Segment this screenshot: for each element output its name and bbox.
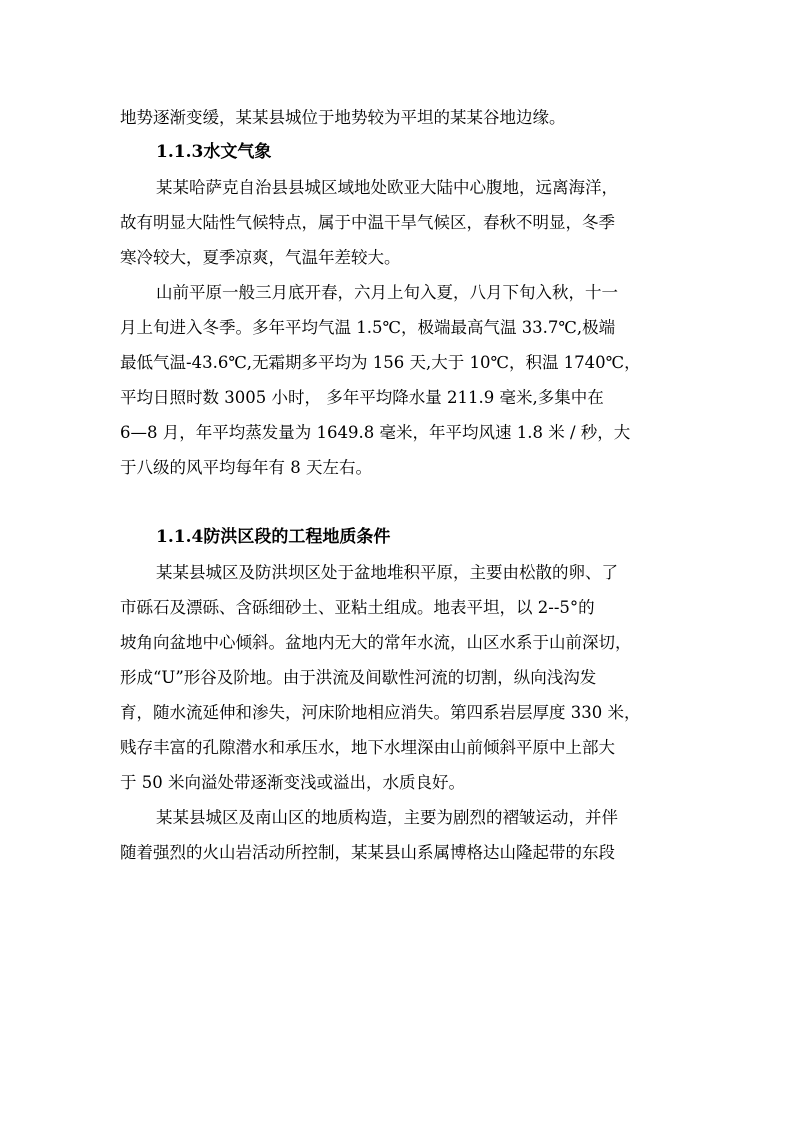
paragraph-line: 最低气温-43.6℃,无霜期多平均为 156 天,大于 10℃，积温 1740℃， — [120, 353, 641, 372]
paragraph-geology-basin — [120, 555, 680, 800]
paragraph-line: 随着强烈的火山岩活动所控制，某某县山系属博格达山隆起带的东段 — [120, 843, 615, 862]
blank-line — [120, 485, 680, 520]
paragraph-line: 平均日照时数 3005 小时， 多年平均降水量 211.9 毫米,多集中在 — [120, 388, 604, 407]
paragraph-line: 贱存丰富的孔隙潜水和承压水，地下水埋深由山前倾斜平原中上部大 — [120, 738, 615, 757]
paragraph-line: 育，随水流延伸和渗失，河床阶地相应消失。第四系岩层厚度 330 米， — [120, 703, 641, 722]
paragraph-line: 寒冷较大，夏季凉爽，气温年差较大。 — [120, 248, 401, 267]
paragraph-climate-overview — [120, 170, 680, 275]
paragraph-climate-statistics — [120, 275, 680, 485]
paragraph-line: 某某县城区及南山区的地质构造，主要为剧烈的褶皱运动，并伴 — [156, 808, 618, 827]
paragraph-line: 6—8 月，年平均蒸发量为 1649.8 毫米，年平均风速 1.8 米 / 秒，大 — [120, 423, 631, 442]
paragraph-line: 某某哈萨克自治县县城区域地处欧亚大陆中心腹地，远离海洋， — [156, 178, 618, 197]
paragraph-line: 坡角向盆地中心倾斜。盆地内无大的常年水流，山区水系于山前深切， — [120, 633, 632, 652]
paragraph-geology-structure — [120, 800, 680, 870]
paragraph-line: 市砾石及漂砾、含砾细砂土、亚粘土组成。地表平坦，以 2--5°的 — [120, 598, 595, 617]
paragraph-line: 月上旬进入冬季。多年平均气温 1.5℃，极端最高气温 33.7℃,极端 — [120, 318, 616, 337]
paragraph-line: 于八级的风平均每年有 8 天左右。 — [120, 458, 372, 477]
intro-line: 地势逐渐变缓，某某县城位于地势较为平坦的某某谷地边缘。 — [120, 108, 566, 127]
paragraph-line: 山前平原一般三月底开春，六月上旬入夏，八月下旬入秋，十一 — [156, 283, 618, 302]
paragraph-line: 于 50 米向溢处带逐渐变浅或溢出，水质良好。 — [120, 773, 465, 792]
paragraph-line: 某某县城区及防洪坝区处于盆地堆积平原，主要由松散的卵、了 — [156, 563, 618, 582]
paragraph-line: 形成“U”形谷及阶地。由于洪流及间歇性河流的切割，纵向浅沟发 — [120, 668, 597, 687]
document-body — [120, 100, 680, 870]
section-heading-hydrology-climate: 1.1.3水文气象 — [156, 142, 272, 162]
section-heading-geology: 1.1.4防洪区段的工程地质条件 — [156, 527, 391, 547]
paragraph-line: 故有明显大陆性气候特点，属于中温干旱气候区，春秋不明显，冬季 — [120, 213, 615, 232]
